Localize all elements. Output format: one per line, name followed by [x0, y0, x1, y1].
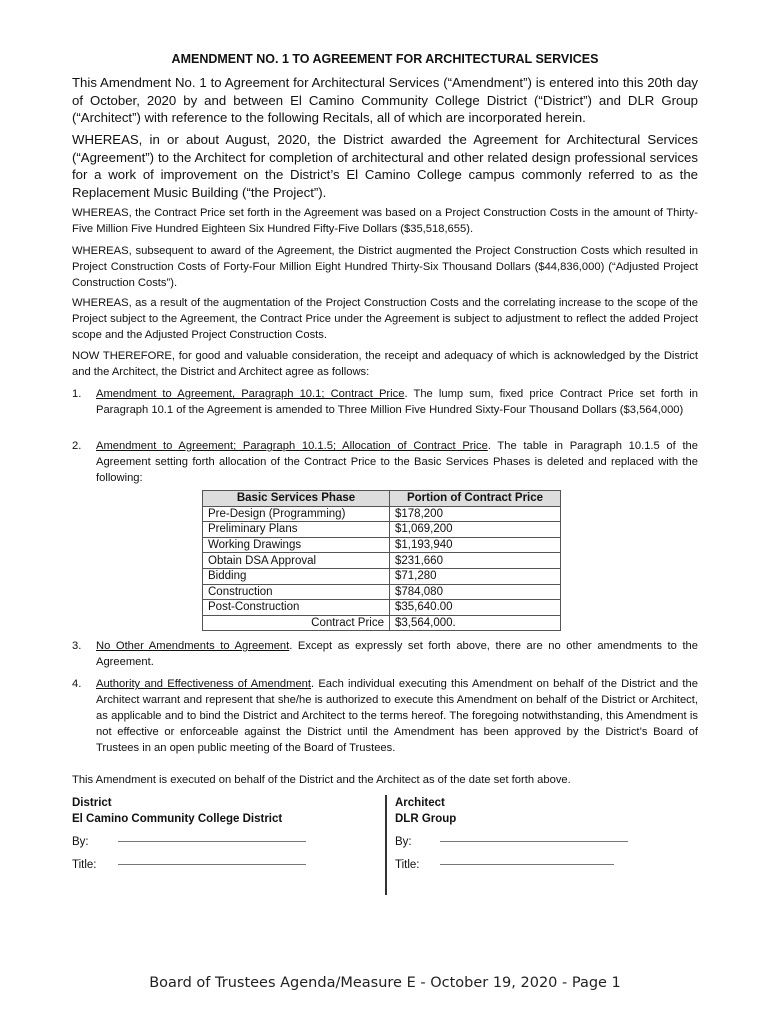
item-text: . The table in Paragraph 10.1.5 of the Agreement setting forth allocation of the Contract Price to the Basic Services Phases is deleted and replaced with the following:	[96, 440, 698, 484]
district-name: El Camino Community College District	[72, 813, 283, 825]
phase-cell: Obtain DSA Approval	[203, 553, 390, 569]
table-header: Portion of Contract Price	[390, 491, 561, 507]
district-by-line[interactable]	[118, 841, 306, 842]
item-text: . The lump sum, fixed price Contract Price set forth in Paragraph 10.1 of the Agreement is amended to Three Million Five Hundred Sixty-Four Thousand Dollars ($3,564,000)	[96, 388, 698, 416]
paragraph-intro: This Amendment No. 1 to Agreement for Architectural Services (“Amendment”) is entered into this 20th day of October, 2020 by and between El Camino Community College District (“District”) and DLR Group (“Architect”) with reference to the following Recitals, all of which are incorporated herein.	[72, 75, 698, 126]
total-value: $3,564,000.	[390, 615, 561, 631]
item-text: . Except as expressly set forth above, there are no other amendments to the Agreement.	[96, 640, 698, 668]
price-cell: $231,660	[390, 553, 561, 569]
table-row	[203, 568, 561, 584]
paragraph-whereas-result: WHEREAS, as a result of the augmentation of the Project Construction Costs and the correlating increase to the scope of the Project subject to the Agreement, the Contract Price under the Agreement is subject to adjustment to reflect the added Project scope and the Adjusted Project Construction Costs.	[72, 297, 698, 341]
phase-cell: Post-Construction	[203, 600, 390, 616]
item-number: 1.	[72, 388, 82, 400]
total-label: Contract Price	[203, 615, 390, 631]
district-signature-block	[72, 795, 306, 873]
item-3	[72, 638, 698, 670]
item-text: . Each individual executing this Amendment on behalf of the District and the Architect warrant and represent that she/he is authorized to execute this Amendment on behalf of the District or Architect, as applicable and to bind the District and Architect to the terms hereof. The foregoing notwithstanding, this Amendment is not effective or enforceable against the District until the Amendment has been approved by the District’s Board of Trustees in an open public meeting of the Board of Trustees.	[96, 678, 698, 754]
price-cell: $178,200	[390, 506, 561, 522]
phase-cell: Construction	[203, 584, 390, 600]
price-cell: $1,193,940	[390, 537, 561, 553]
page-footer: Board of Trustees Agenda/Measure E - October 19, 2020 - Page 1	[149, 975, 621, 991]
table-total-row	[203, 615, 561, 631]
architect-role: Architect	[395, 797, 445, 809]
document-title: AMENDMENT NO. 1 TO AGREEMENT FOR ARCHITECTURAL SERVICES	[171, 52, 599, 66]
price-cell: $784,080	[390, 584, 561, 600]
table-header-row	[203, 491, 561, 507]
price-cell: $1,069,200	[390, 522, 561, 538]
title-label: Title:	[72, 859, 97, 871]
paragraph-now-therefore: NOW THEREFORE, for good and valuable consideration, the receipt and adequacy of which is acknowledged by the District and the Architect, the District and Architect agree as follows:	[72, 350, 698, 378]
architect-by-line[interactable]	[440, 841, 628, 842]
district-role: District	[72, 797, 112, 809]
item-number: 3.	[72, 640, 82, 652]
paragraph-whereas-price: WHEREAS, the Contract Price set forth in the Agreement was based on a Project Construction Costs in the amount of Thirty-Five Million Five Hundred Eighteen Six Hundred Fifty-Five Dollars ($35,518,655).	[72, 207, 698, 235]
table-row	[203, 522, 561, 538]
executed-statement: This Amendment is executed on behalf of the District and the Architect as of the date set forth above.	[72, 774, 571, 786]
paragraph-whereas-award: WHEREAS, in or about August, 2020, the District awarded the Agreement for Architectural Services (“Agreement”) to the Architect for completion of architectural and other related design professional services for a work of improvement on the District’s El Camino College campus commonly referred to as the Replacement Music Building (“the Project”).	[72, 132, 698, 200]
signature-divider	[385, 795, 387, 895]
architect-name: DLR Group	[395, 813, 457, 825]
item-2	[72, 438, 698, 486]
item-heading: Authority and Effectiveness of Amendment	[96, 678, 312, 690]
title-label: Title:	[395, 859, 420, 871]
phase-cell: Pre-Design (Programming)	[203, 506, 390, 522]
paragraph-whereas-augment: WHEREAS, subsequent to award of the Agreement, the District augmented the Project Construction Costs which resulted in Project Construction Costs of Forty-Four Million Eight Hundred Thirty-Six Thousand Dollars ($44,836,000) (“Adjusted Project Construction Costs”).	[72, 245, 698, 289]
table-header: Basic Services Phase	[203, 491, 390, 507]
item-1	[72, 386, 698, 418]
price-cell: $35,640.00	[390, 600, 561, 616]
table-row	[203, 537, 561, 553]
table-row	[203, 584, 561, 600]
table-row	[203, 600, 561, 616]
item-number: 4.	[72, 678, 82, 690]
architect-signature-block	[395, 795, 628, 873]
by-label: By:	[72, 836, 89, 848]
item-heading: No Other Amendments to Agreement	[96, 640, 290, 652]
table-row	[203, 506, 561, 522]
architect-title-line[interactable]	[440, 864, 614, 865]
table-row	[203, 553, 561, 569]
by-label: By:	[395, 836, 412, 848]
phase-cell: Bidding	[203, 568, 390, 584]
item-4	[72, 676, 698, 756]
phase-cell: Preliminary Plans	[203, 522, 390, 538]
item-number: 2.	[72, 440, 82, 452]
district-title-line[interactable]	[118, 864, 306, 865]
contract-price-table	[202, 490, 561, 631]
phase-cell: Working Drawings	[203, 537, 390, 553]
item-heading: Amendment to Agreement; Paragraph 10.1.5; Allocation of Contract Price	[96, 440, 488, 452]
price-cell: $71,280	[390, 568, 561, 584]
item-heading: Amendment to Agreement, Paragraph 10.1; Contract Price	[96, 388, 405, 400]
